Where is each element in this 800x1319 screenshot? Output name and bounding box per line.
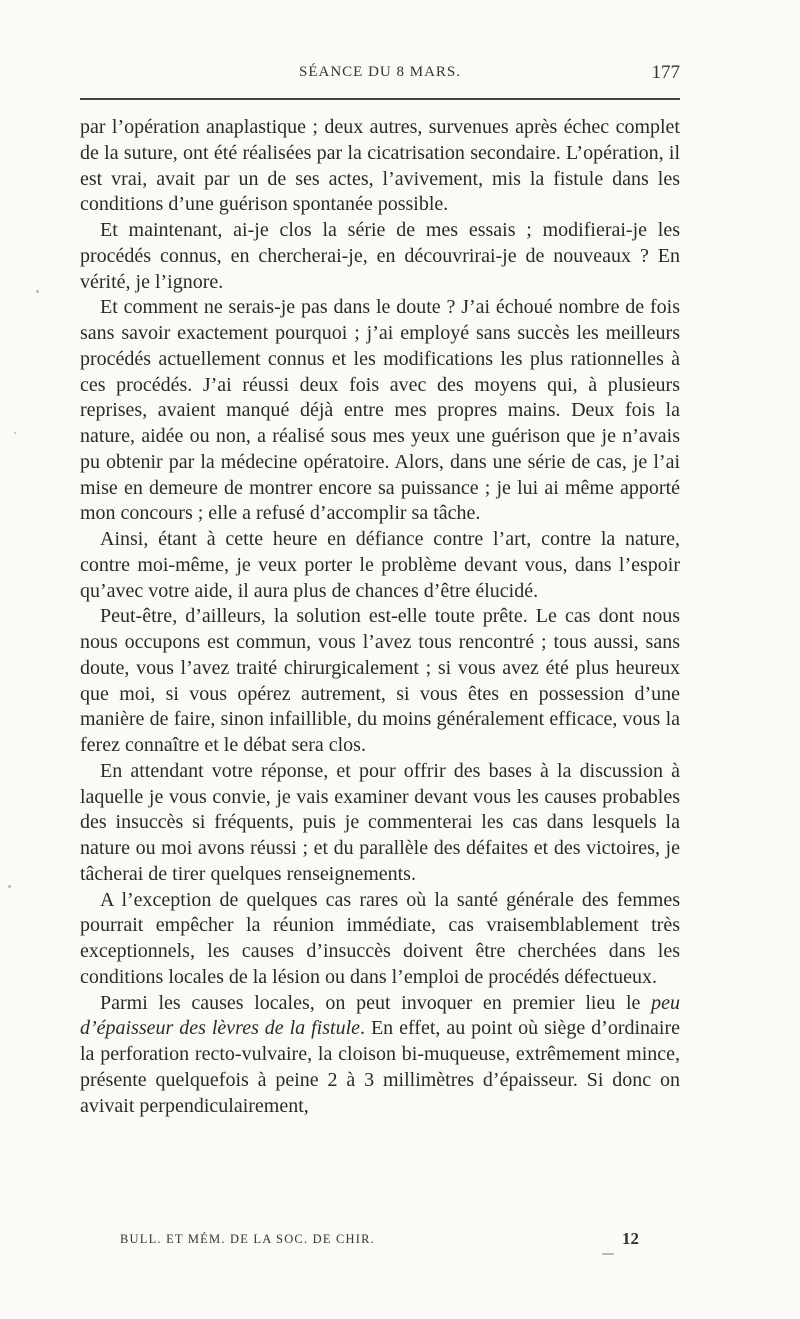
paragraph-8 bbox=[80, 991, 680, 1120]
ink-speck bbox=[36, 290, 39, 293]
paragraph-8-text-end: . En effet, au point où siège d’ordinaire la perforation recto-vulvaire, la cloison bi-muqueuse, extrêmement mince, présente quelquefois à peine 2 à 3 millimètres d’épaisseur. Si donc on avivait perpendiculairement, bbox=[80, 1017, 681, 1117]
ink-speck bbox=[602, 1253, 614, 1255]
paragraph-8-text-start: Parmi les causes locales, on peut invoquer en premier lieu le bbox=[100, 991, 652, 1014]
body-text bbox=[80, 115, 680, 1119]
sheet-number: 12 bbox=[622, 1229, 639, 1248]
page-footer bbox=[80, 1229, 680, 1256]
page-number: 177 bbox=[651, 62, 680, 83]
paragraph-1: par l’opération anaplastique ; deux autres, survenues après échec complet de la suture, ont été réalisées par la cicatrisation secondaire. L’opération, il est vrai, avait par un de ses actes, l’avivement, mis la fistule dans les conditions d’une guérison spontanée possible. bbox=[80, 116, 680, 216]
paragraph-7: A l’exception de quelques cas rares où la santé générale des femmes pourrait empêcher la réunion immédiate, cas vraisemblablement très exceptionnels, les causes d’insuccès doivent être cherchées dans les conditions locales de la lésion ou dans l’emploi de procédés défectueux. bbox=[80, 888, 680, 988]
ink-speck bbox=[8, 885, 11, 888]
paragraph-3: Et comment ne serais-je pas dans le doute ? J’ai échoué nombre de fois sans savoir exactement pourquoi ; j’ai employé sans succès les meilleurs procédés actuellement connus et les modifications les plus rationnelles à ces procédés. J’ai réussi deux fois avec des moyens qui, à plusieurs reprises, avaient manqué déjà entre mes propres mains. Deux fois la nature, aidée ou non, a réalisé sous mes yeux une guérison que je n’avais pu obtenir par la médecine opératoire. Alors, dans une série de cas, je l’ai mise en demeure de montrer encore sa puissance ; je lui ai même apporté mon concours ; elle a refusé d’accomplir sa tâche. bbox=[80, 296, 680, 525]
paragraph-2: Et maintenant, ai-je clos la série de mes essais ; modifierai-je les procédés connus, en chercherai-je, en découvrirai-je de nouveaux ? En vérité, je l’ignore. bbox=[80, 219, 680, 293]
paragraph-6: En attendant votre réponse, et pour offrir des bases à la discussion à laquelle je vous convie, je vais examiner devant vous les causes probables des insuccès si fréquents, puis je commenterai les cas dans lesquels la nature ou moi avons réussi ; et du parallèle des défaites et des victoires, je tâcherai de tirer quelques renseignements. bbox=[80, 759, 680, 885]
running-head bbox=[80, 60, 680, 90]
running-title: SÉANCE DU 8 MARS. bbox=[298, 64, 462, 80]
paragraph-5: Peut-être, d’ailleurs, la solution est-elle toute prête. Le cas dont nous nous occupons est commun, vous l’avez tous rencontré ; tous aussi, sans doute, vous l’avez traité chirurgicalement ; si vous avez été plus heureux que moi, si vous opérez autrement, si vous êtes en possession d’une manière de faire, sinon infaillible, du moins généralement efficace, vous la ferez connaître et le débat sera clos. bbox=[80, 605, 680, 756]
footer-signature: BULL. ET MÉM. DE LA SOC. DE CHIR. bbox=[120, 1232, 375, 1246]
ink-speck bbox=[14, 432, 16, 434]
header-rule bbox=[80, 98, 680, 100]
paragraph-4: Ainsi, étant à cette heure en défiance contre l’art, contre la nature, contre moi-même, je veux porter le problème devant vous, dans l’espoir qu’avec votre aide, il aura plus de chances d’être élucidé. bbox=[80, 528, 680, 602]
paragraph-8-italic-phrase: peu d’épaisseur des lèvres de la fistule bbox=[80, 991, 680, 1040]
